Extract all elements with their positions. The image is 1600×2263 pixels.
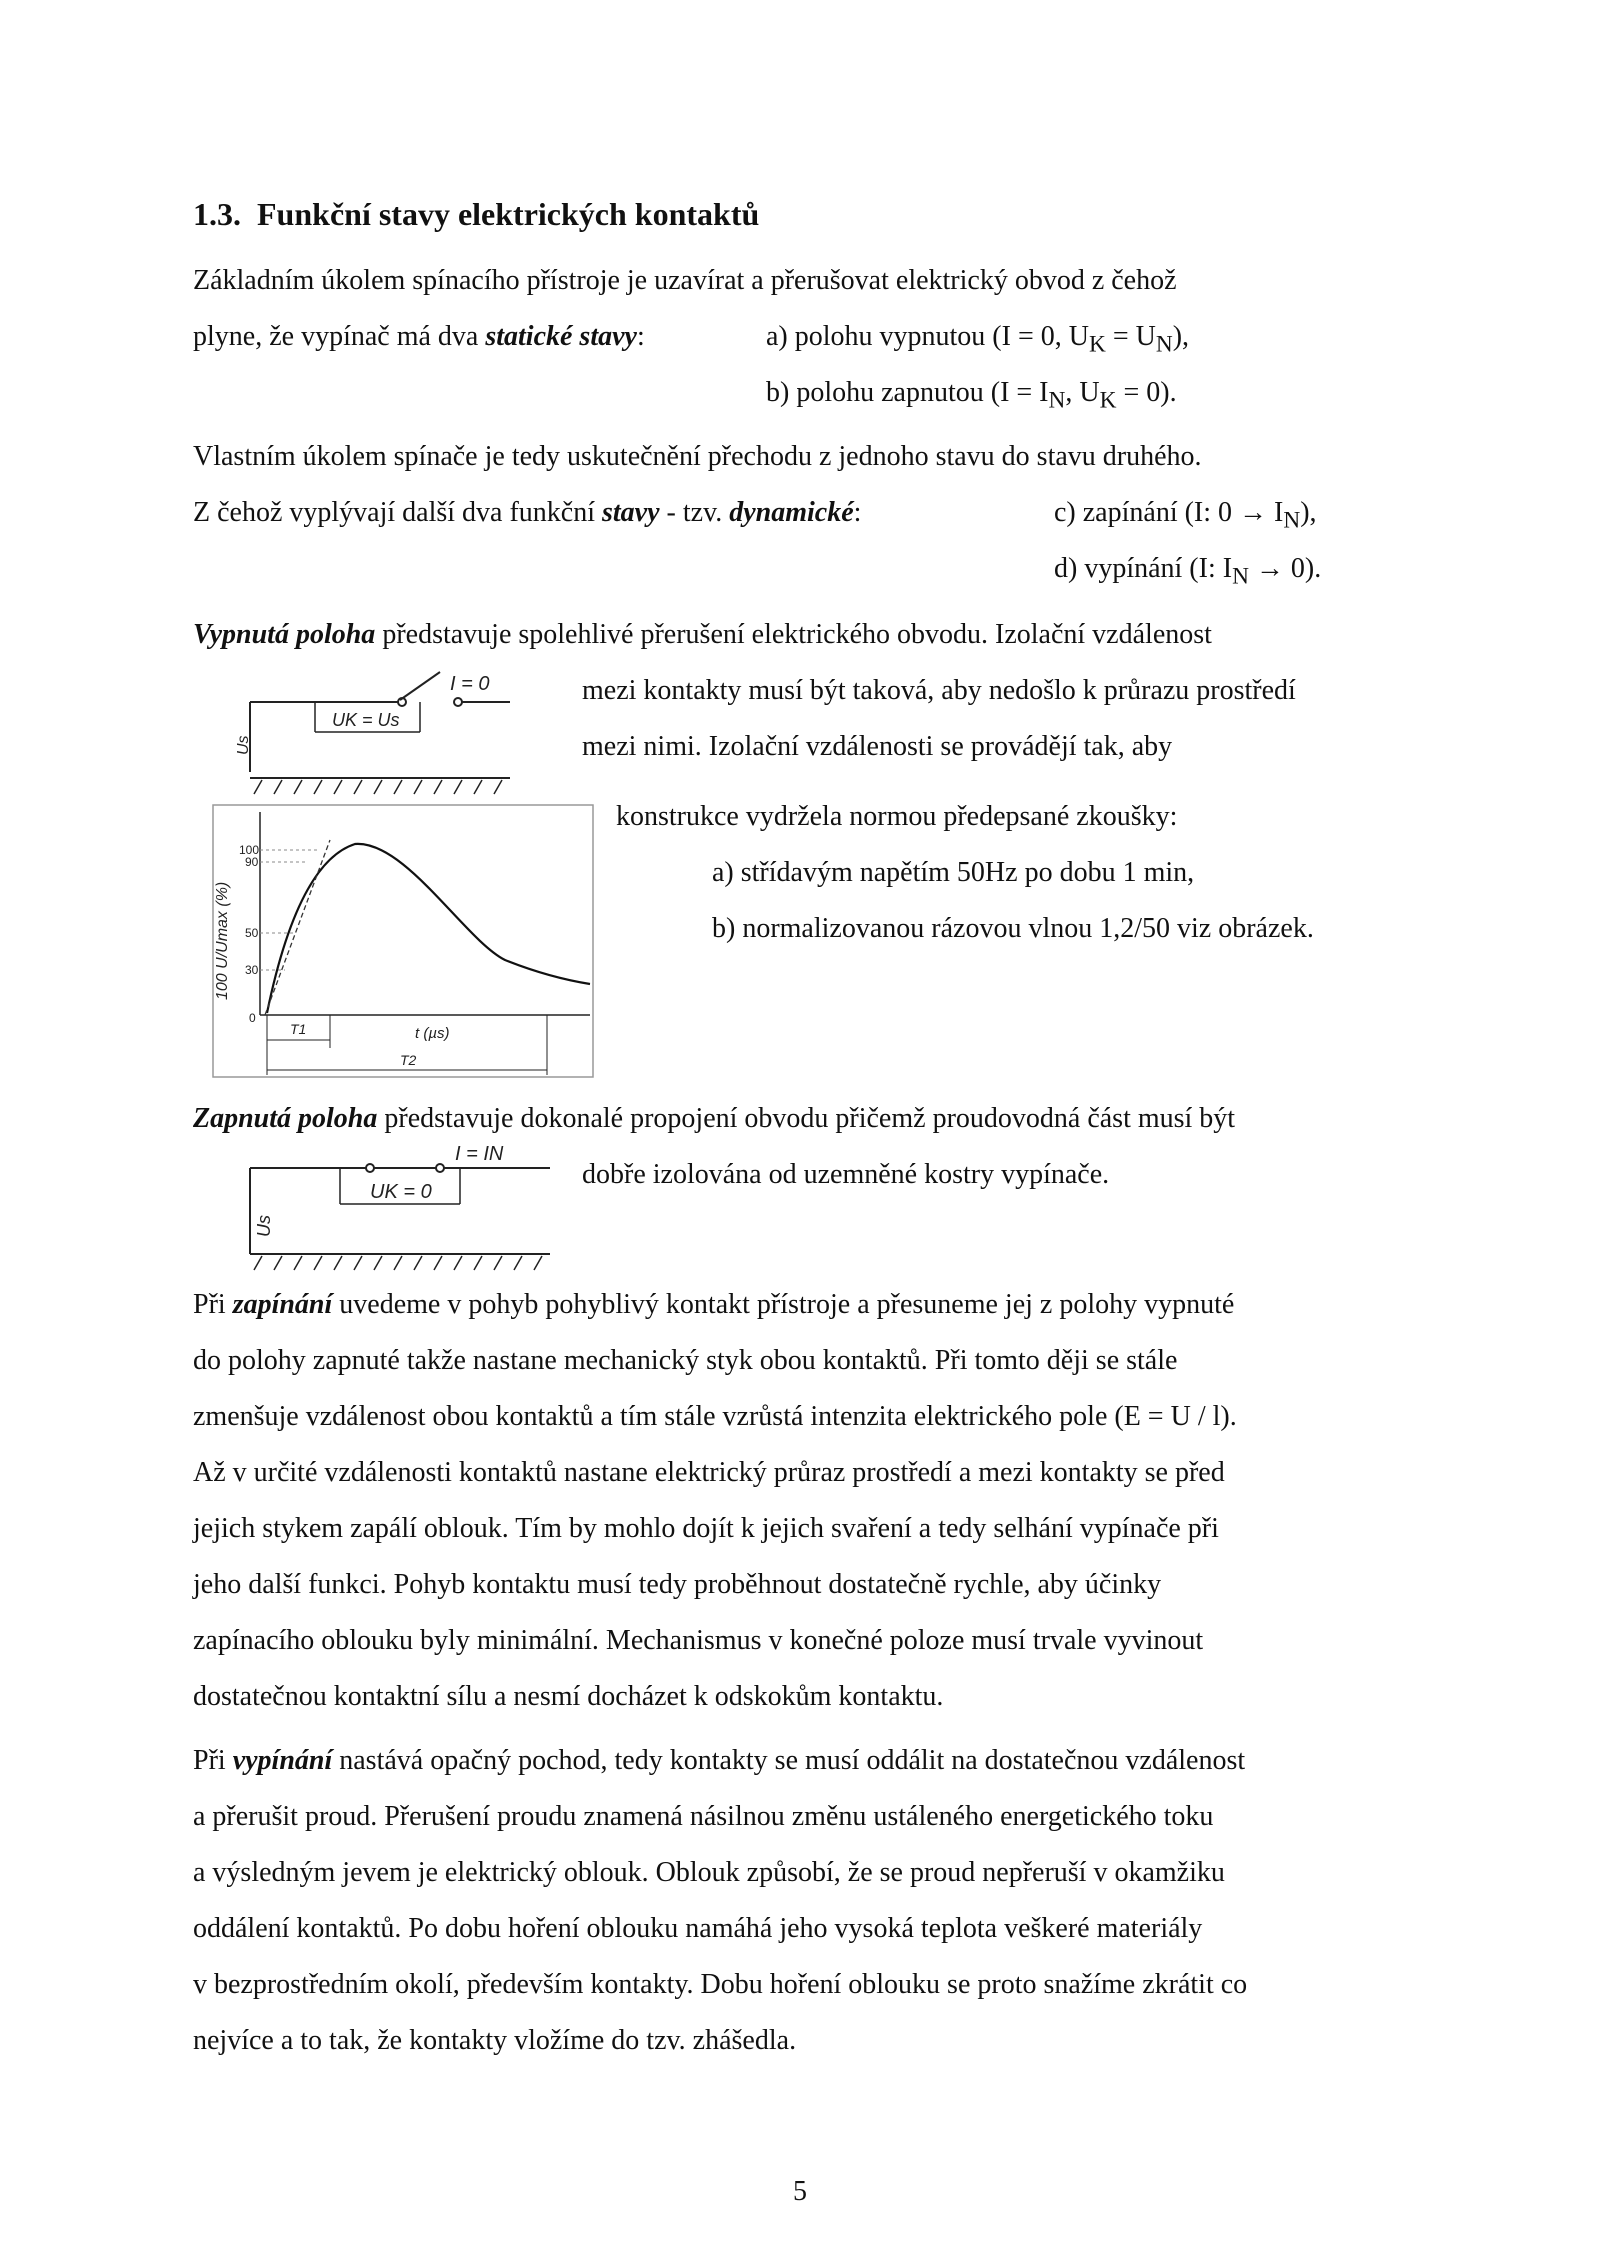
state-c: c) zapínání (I: $0 \to I_N$), bbox=[1054, 497, 1317, 534]
closing-line-8: dostatečnou kontaktní sílu a nesmí docházet k odskokům kontaktu. bbox=[193, 1681, 944, 1712]
open-switch-diagram bbox=[235, 660, 520, 800]
front-time-tangent bbox=[265, 840, 330, 1015]
ground-hatching bbox=[254, 1256, 542, 1270]
opening-line-6: nejvíce a to tak, že kontakty vložíme do tzv. zhášedla. bbox=[193, 2025, 797, 2056]
moving-contact bbox=[436, 1164, 444, 1172]
y-axis-label: 100 U/Umax (%) bbox=[214, 881, 231, 1000]
uk-label: UK = 0 bbox=[370, 1181, 432, 1203]
us-label: Us bbox=[235, 735, 252, 755]
opening-line-2: a přerušit proud. Přerušení proudu znamená násilnou změnu ustáleného energetického toku bbox=[193, 1801, 1214, 1832]
closed-switch-diagram bbox=[240, 1142, 560, 1277]
t2-label: T2 bbox=[400, 1052, 417, 1068]
closing-line-3: zmenšuje vzdálenost obou kontaktů a tím stále vzrůstá intenzita elektrického pole (E = U / l). bbox=[193, 1401, 1237, 1432]
opening-line-5: v bezprostředním okolí, především kontakty. Dobu hoření oblouku se proto snažíme zkrátit co bbox=[193, 1969, 1248, 2000]
term-opening: vypínání bbox=[232, 1745, 333, 1776]
us-label: Us bbox=[254, 1215, 274, 1237]
intro-line-4: Z čehož vyplývají další dva funkční stavy - tzv. dynamické: bbox=[193, 497, 862, 528]
opening-line-3: a výsledným jevem je elektrický oblouk. Oblouk způsobí, že se proud nepřeruší v okamžiku bbox=[193, 1857, 1225, 1888]
term-closing: zapínání bbox=[232, 1289, 333, 1320]
current-label: I = 0 bbox=[450, 673, 490, 695]
closing-line-5: jejich stykem zapálí oblouk. Tím by mohlo dojít k jejich svaření a tedy selhání vypínače při bbox=[193, 1513, 1219, 1544]
closing-line-1: Při zapínání uvedeme v pohyb pohyblivý kontakt přístroje a přesuneme jej z polohy vypnuté bbox=[193, 1289, 1235, 1320]
t1-label: T1 bbox=[290, 1021, 307, 1037]
chart-frame bbox=[213, 805, 593, 1077]
switch-blade bbox=[400, 672, 440, 700]
closing-line-7: zapínacího oblouku byly minimální. Mechanismus v konečné poloze musí trvale vyvinout bbox=[193, 1625, 1204, 1656]
current-label: I = IN bbox=[455, 1143, 504, 1165]
off-line-3: mezi nimi. Izolační vzdálenosti se provádějí tak, aby bbox=[582, 731, 1173, 762]
impulse-wave-chart bbox=[205, 800, 600, 1085]
term-off-position: Vypnutá poloha bbox=[193, 619, 376, 650]
closing-line-6: jeho další funkci. Pohyb kontaktu musí tedy proběhnout dostatečně rychle, aby účinky bbox=[193, 1569, 1162, 1600]
off-line-2: mezi kontakty musí být taková, aby nedošlo k průrazu prostředí bbox=[582, 675, 1296, 706]
term-on-position: Zapnutá poloha bbox=[193, 1103, 378, 1134]
term-dynamic: dynamické bbox=[729, 497, 854, 528]
term-static-states: statické stavy bbox=[485, 321, 637, 352]
section-number: 1.3. bbox=[193, 196, 241, 232]
test-a: a) střídavým napětím 50Hz po dobu 1 min, bbox=[712, 857, 1195, 888]
off-line-4: konstrukce vydržela normou předepsané zkoušky: bbox=[616, 801, 1178, 832]
term-states: stavy bbox=[602, 497, 660, 528]
tick-90: 90 bbox=[245, 855, 259, 869]
state-d: d) vypínání (I: $I_N \to 0$). bbox=[1054, 553, 1322, 590]
section-title: Funkční stavy elektrických kontaktů bbox=[257, 196, 760, 232]
time-axis-label: t (µs) bbox=[415, 1025, 450, 1042]
uk-label: UK = Us bbox=[332, 710, 400, 730]
impulse-wave-curve bbox=[267, 844, 590, 1013]
test-b: b) normalizovanou rázovou vlnou 1,2/50 viz obrázek. bbox=[712, 913, 1314, 944]
intro-line-3: Vlastním úkolem spínače je tedy uskutečnění přechodu z jednoho stavu do stavu druhého. bbox=[193, 441, 1202, 472]
tick-0: 0 bbox=[249, 1011, 256, 1025]
section-heading bbox=[193, 196, 759, 233]
on-line-2: dobře izolována od uzemněné kostry vypínače. bbox=[582, 1159, 1110, 1190]
off-line-1: Vypnutá poloha představuje spolehlivé přerušení elektrického obvodu. Izolační vzdálenost bbox=[193, 619, 1212, 650]
on-line-1: Zapnutá poloha představuje dokonalé propojení obvodu přičemž proudovodná část musí být bbox=[193, 1103, 1236, 1134]
state-a: a) polohu vypnutou (I = 0, $U_K = U_N$), bbox=[766, 321, 1190, 358]
tick-100: 100 bbox=[239, 843, 260, 857]
opening-line-1: Při vypínání nastává opačný pochod, tedy kontakty se musí oddálit na dostatečnou vzdálenost bbox=[193, 1745, 1246, 1776]
tick-50: 50 bbox=[245, 926, 259, 940]
page-number: 5 bbox=[793, 2176, 807, 2207]
closing-line-4: Až v určité vzdálenosti kontaktů nastane elektrický průraz prostředí a mezi kontakty se před bbox=[193, 1457, 1225, 1488]
closing-line-2: do polohy zapnuté takže nastane mechanický styk obou kontaktů. Při tomto ději se stále bbox=[193, 1345, 1178, 1376]
opening-line-4: oddálení kontaktů. Po dobu hoření oblouku namáhá jeho vysoká teplota veškeré materiály bbox=[193, 1913, 1203, 1944]
intro-line-2: plyne, že vypínač má dva statické stavy: bbox=[193, 321, 645, 352]
tick-30: 30 bbox=[245, 963, 259, 977]
fixed-contact bbox=[366, 1164, 374, 1172]
state-b: b) polohu zapnutou ($I = I_N$, $U_K = 0$). bbox=[766, 377, 1177, 414]
intro-line-1: Základním úkolem spínacího přístroje je uzavírat a přerušovat elektrický obvod z čehož bbox=[193, 265, 1177, 296]
ground-hatching bbox=[254, 780, 502, 794]
moving-contact bbox=[454, 698, 462, 706]
